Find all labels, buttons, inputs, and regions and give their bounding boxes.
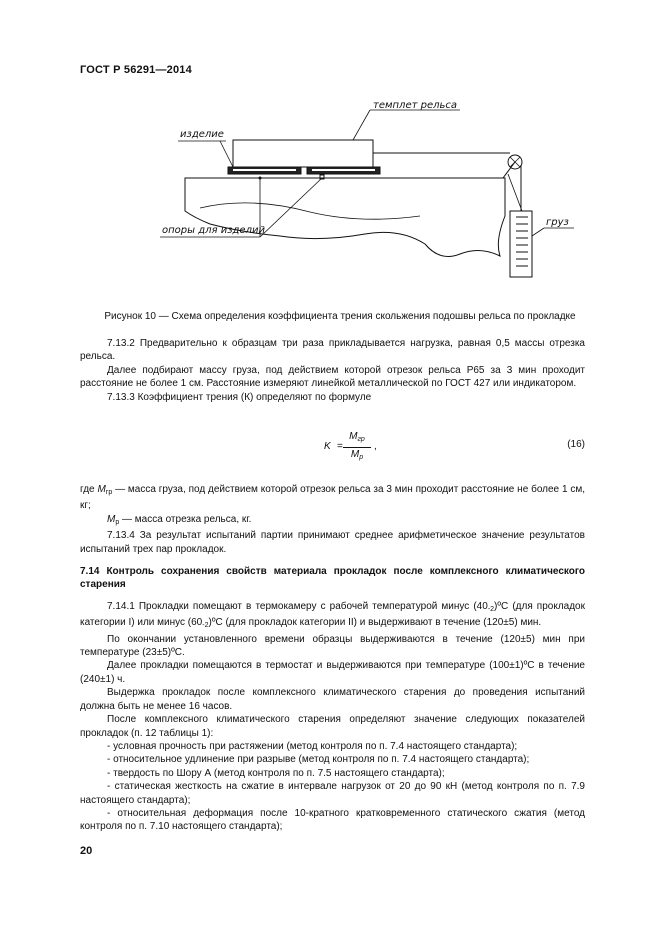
paragraph-7-13-4: 7.13.4 За результат испытаний партии принимают среднее арифметическое значение результатов испытаний трех пар прокладок. [80,530,585,555]
formula-fraction [343,431,371,464]
label-supports: опоры для изделий [162,225,265,236]
leader-template [353,110,370,140]
formula-denominator: $M_р$ [350,449,364,461]
list-item: - относительное удлинение при разрыве (метод контроля по п. 7.4 настоящего стандарта); [107,754,530,766]
formula-16 [80,430,585,464]
formula-comma: , [374,441,377,452]
paragraph-7-13-3: 7.13.3 Коэффициент трения (К) определяют по формуле [107,391,372,403]
where-clause: где $M_{гр}$ — масса груза, под действием которой отрезок рельса за 3 мин проходит расстояние не более 1 см, кг; [80,484,585,512]
page-number: 20 [80,845,93,857]
pad-inner-right [312,169,375,171]
paragraph-select-weight: Далее подбирают массу груза, под действием которой отрезок рельса Р65 за 3 мин проходит расстояние не более 1 см. Расстояние измеряют линейкой металлической по ГОСТ 427 или индикатором. [80,364,585,390]
pad-inner-left [233,169,296,171]
list-item: - относительная деформация после 10-кратного кратковременного статического сжатия (метод контроля по п. 7.10 настоящего стандарта); [80,807,585,833]
formula-number: (16) [567,439,585,450]
paragraph-determine: После комплексного климатического старения определяют значение следующих показателей прокладок (п. 12 таблицы 1): [80,714,585,739]
paragraph-hold: Выдержка прокладок после комплексного климатического старения до проведения испытаний должна быть не менее 16 часов. [80,687,585,712]
figure-10-diagram [160,96,580,296]
table-hatch-curve [200,203,420,219]
text-block-1 [80,337,585,404]
paragraph-7-14-1: 7.14.1 Прокладки помещают в термокамеру с рабочей температурой минус $(40_{-2})ºС$ (для прокладок категории I) или минус $(60_{-2})ºС$ (для прокладок категории II) и выдерживают в течение (120±5) мин. [80,600,585,630]
document-header: ГОСТ Р 56291—2014 [80,64,192,76]
leader-weight [532,228,544,236]
friction-test-scheme [160,96,580,296]
figure-caption: Рисунок 10 — Схема определения коэффициента трения скольжения подошвы рельса по прокладке [104,311,576,322]
text-block-2 [80,483,585,834]
paragraph-thermostat: Далее прокладки помещаются в термостат и выдерживаются при температуре (100±1)ºС в течение (240±1) ч. [80,660,585,685]
formula-numerator: $M_{гр}$ [343,431,371,448]
label-weight: груз [546,217,569,228]
paragraph-7-13-2: 7.13.2 Предварительно к образцам три раза прикладывается нагрузка, равная 0,5 массы отрезка рельса. [80,338,585,363]
list-item: - твердость по Шору А (метод контроля по п. 7.5 настоящего стандарта); [107,767,445,779]
list-item: - условная прочность при растяжении (метод контроля по п. 7.4 настоящего стандарта); [107,740,518,752]
paragraph-after-time: По окончании установленного времени образцы выдерживаются в течение (120±5) мин при температуре (23±5)ºС. [80,633,585,659]
rail-template [233,140,373,167]
formula-lhs: K [324,441,331,452]
weight-block [510,211,532,277]
pulley-stand [508,174,522,211]
label-product: изделие [180,129,224,140]
leader-product [220,141,233,167]
list-item: - статическая жесткость на сжатие в интервале нагрузок от 20 до 90 кН (метод контроля по п. 7.9 настоящего стандарта); [80,781,585,806]
section-7-14-heading: 7.14 Контроль сохранения свойств материала прокладок после комплексного климатического старения [80,566,585,591]
leader-support-2 [260,178,322,237]
label-template: темплет рельса [373,100,458,111]
table-outline [185,178,505,256]
formula-equals: = [337,441,343,452]
mp-definition: $M_р$ — масса отрезка рельса, кг. [107,513,252,526]
